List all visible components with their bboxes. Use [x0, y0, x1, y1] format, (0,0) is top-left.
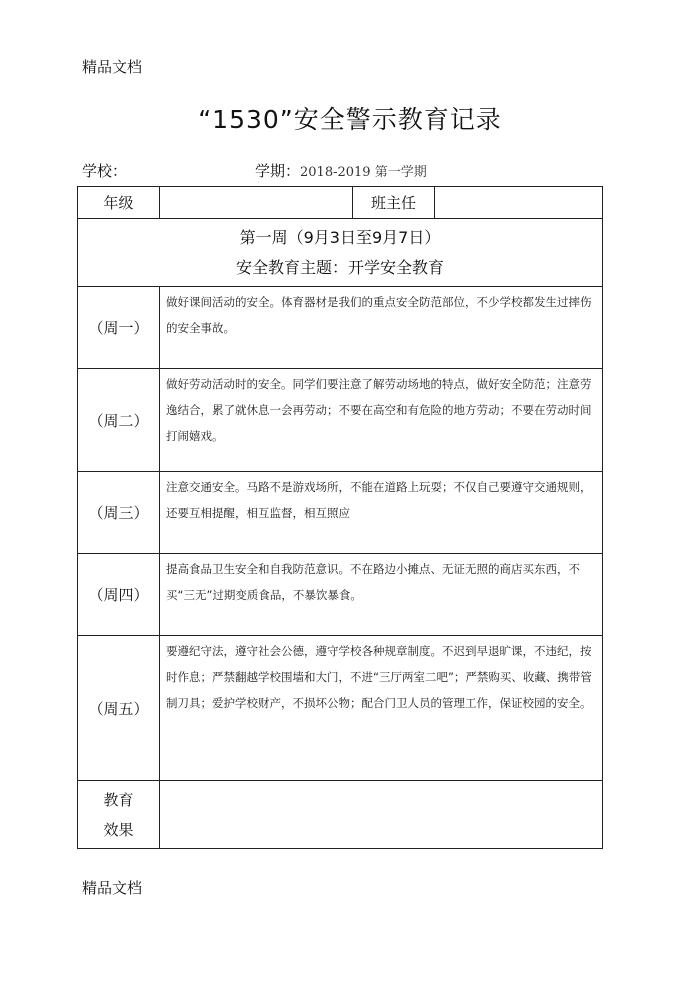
day-content-tuesday: 做好劳动活动时的安全。同学们要注意了解劳动场地的特点，做好安全防范；注意劳逸结合，累了就休息一会再劳动；不要在高空和有危险的地方劳动；不要在劳动时间打闹嬉戏。 — [160, 369, 603, 472]
page-title: “1530”安全警示教育记录 — [198, 105, 502, 134]
day-content-monday: 做好课间活动的安全。体育器材是我们的重点安全防范部位，不少学校都发生过摔伤的安全事故。 — [160, 287, 603, 369]
head-teacher-value-cell — [435, 187, 603, 219]
day-content-friday: 要遵纪守法，遵守社会公德，遵守学校各种规章制度。不迟到早退旷课，不违纪，按时作息；严禁翻越学校围墙和大门，不进“三厅两室二吧”；严禁购买、收藏、携带管制刀具；爱护学校财产，不损坏公物；配合门卫人员的管理工作，保证校园的安全。 — [160, 636, 603, 781]
day-label-tuesday: （周二） — [78, 369, 160, 472]
week-header-cell — [78, 219, 603, 287]
day-row-wednesday — [78, 472, 603, 554]
effect-label-line2: 效果 — [103, 820, 134, 839]
day-label-friday: （周五） — [78, 636, 160, 781]
day-label-monday: （周一） — [78, 287, 160, 369]
education-effect-value-cell — [160, 781, 603, 849]
week-range: 第一周（9月3日至9月7日） — [239, 227, 441, 247]
grade-value-cell — [160, 187, 353, 219]
grade-row — [78, 187, 603, 219]
day-label-wednesday: （周三） — [78, 472, 160, 554]
effect-label-line1: 教育 — [103, 790, 134, 809]
week-header-row — [78, 219, 603, 287]
term-field — [255, 160, 427, 181]
education-effect-label — [78, 781, 160, 849]
term-label: 学期： — [255, 162, 301, 180]
day-row-monday — [78, 287, 603, 369]
document-header-label: 精品文档 — [82, 58, 143, 76]
day-content-wednesday: 注意交通安全。马路不是游戏场所，不能在道路上玩耍；不仅自己要遵守交通规则，还要互相提醒，相互监督，相互照应 — [160, 472, 603, 554]
education-effect-row — [78, 781, 603, 849]
day-row-thursday — [78, 554, 603, 636]
day-row-friday — [78, 636, 603, 781]
term-value: 2018-2019 第一学期 — [300, 165, 427, 180]
day-label-thursday: （周四） — [78, 554, 160, 636]
head-teacher-label: 班主任 — [353, 187, 435, 219]
day-row-tuesday — [78, 369, 603, 472]
grade-label: 年级 — [78, 187, 160, 219]
school-label: 学校： — [82, 162, 128, 180]
day-content-thursday: 提高食品卫生安全和自我防范意识。不在路边小摊点、无证无照的商店买东西，不买“三无”过期变质食品，不暴饮暴食。 — [160, 554, 603, 636]
document-footer-label: 精品文档 — [82, 879, 143, 897]
safety-record-table — [77, 186, 603, 849]
week-theme: 安全教育主题：开学安全教育 — [235, 257, 444, 277]
